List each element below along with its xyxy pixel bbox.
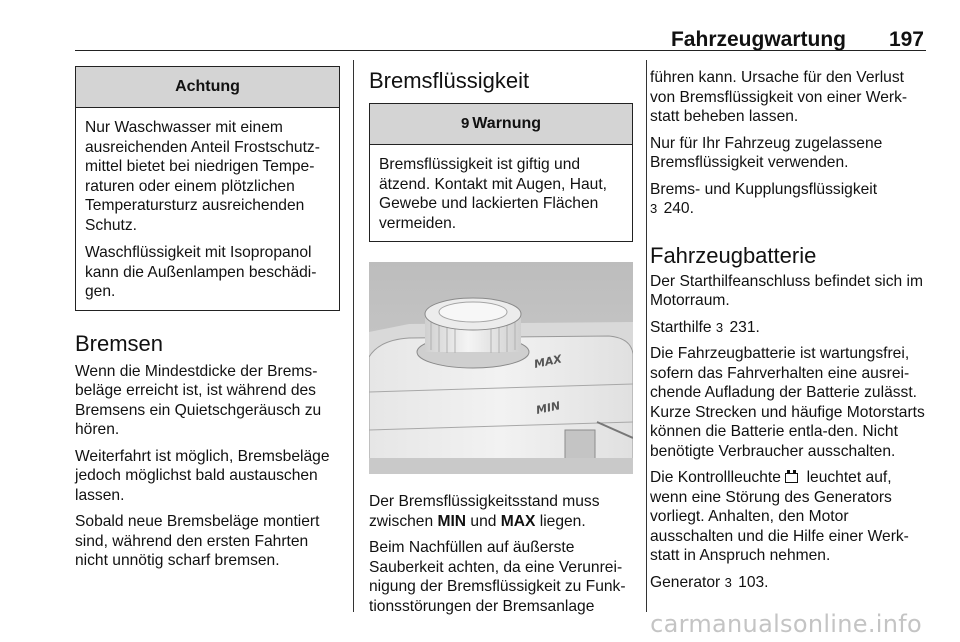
section-heading-bremsfluessigkeit: Bremsflüssigkeit (369, 68, 530, 93)
page-ref-link[interactable]: 240. (663, 200, 694, 217)
max-term: MAX (500, 512, 536, 530)
notice-heading: Achtung (76, 67, 339, 108)
page-ref-icon: 3 (724, 574, 732, 590)
column-divider (646, 60, 647, 612)
warning-box (369, 103, 633, 242)
body-paragraph: Wenn die Mindestdicke der Brems-beläge erreicht ist, ist während des Bremsens ein Quietschgeräusch zu hören. (75, 362, 322, 438)
min-term: MIN (437, 512, 467, 530)
section-heading-bremsen: Bremsen (75, 330, 164, 356)
page-ref-icon: 3 (650, 201, 658, 216)
body-paragraph: Starthilfe 3 231. (650, 318, 760, 336)
page-number: 197 (888, 28, 924, 51)
warning-text: Bremsflüssigkeit ist giftig und ätzend. Kontakt mit Augen, Haut, Gewebe und lackierten Flächen vermeiden. (379, 156, 607, 232)
notice-text: Waschflüssigkeit mit Isopropanol kann die Außenlampen beschädi-gen. (85, 244, 317, 300)
page-ref-link[interactable]: 103. (738, 573, 769, 591)
body-paragraph: Die Fahrzeugbatterie ist wartungsfrei, sofern das Fahrverhalten eine ausrei-chende Aufladung der Batterie zulässt. Kurze Strecken und häufige Motorstarts können die Batterie entla-den. Nicht benötigte Verbraucher ausschalten. (650, 345, 925, 460)
max-mark: MAX (532, 352, 563, 371)
warning-heading (370, 104, 632, 145)
column-left (75, 66, 340, 578)
body-paragraph: Generator 3 103. (650, 573, 769, 591)
min-mark: MIN (534, 399, 562, 417)
notice-text: Nur Waschwasser mit einem ausreichenden Anteil Frostschutz-mittel bietet bei niedrigen Tempe-raturen oder einem plötzlichen Temperatursturz ausreichenden Schutz. (85, 119, 320, 234)
body-paragraph: Brems- und Kupplungsflüssigkeit 3 240. (650, 180, 878, 217)
page-ref-link[interactable]: 231. (729, 318, 760, 336)
body-paragraph: Der Bremsflüssigkeitsstand muss zwischen MIN und MAX liegen. (369, 493, 600, 530)
body-paragraph: Die Kontrollleuchte leuchtet auf, wenn eine Störung des Generators vorliegt. Anhalten, den Motor ausschalten und die Hilfe einer Werk-statt in Anspruch nehmen. (650, 469, 909, 564)
section-heading-fahrzeugbatterie: Fahrzeugbatterie (650, 242, 817, 268)
column-divider (353, 60, 354, 612)
body-paragraph: Sobald neue Bremsbeläge montiert sind, während den ersten Fahrten nicht unnötig scharf bremsen. (75, 513, 320, 569)
watermark-text: carmanualsonline.info (650, 610, 922, 638)
body-paragraph: Der Starthilfeanschluss befindet sich im Motorraum. (650, 272, 924, 309)
page-ref-icon: 3 (715, 319, 724, 335)
body-paragraph: führen kann. Ursache für den Verlust von Bremsflüssigkeit von einer Werk-statt beheben lassen. (650, 69, 908, 125)
warning-heading-text: Warnung (472, 115, 542, 132)
body-paragraph: Nur für Ihr Fahrzeug zugelassene Bremsflüssigkeit verwenden. (650, 134, 883, 171)
battery-warning-icon (785, 473, 798, 483)
brake-fluid-reservoir-illustration (369, 262, 633, 474)
column-middle (369, 66, 633, 623)
reservoir-drawing (369, 262, 633, 474)
body-paragraph: Weiterfahrt ist möglich, Bremsbeläge jedoch möglichst bald austauschen lassen. (75, 447, 330, 504)
notice-box (75, 66, 340, 311)
page-header (75, 18, 926, 51)
body-paragraph: Beim Nachfüllen auf äußerste Sauberkeit achten, da eine Verunrei-nigung der Bremsflüssigkeit zu Funk-tionsstörungen der Bremsanlage (369, 539, 626, 615)
page-title: Fahrzeugwartung (670, 28, 846, 51)
warning-triangle-icon: 9 (460, 115, 470, 132)
column-right (650, 68, 932, 599)
